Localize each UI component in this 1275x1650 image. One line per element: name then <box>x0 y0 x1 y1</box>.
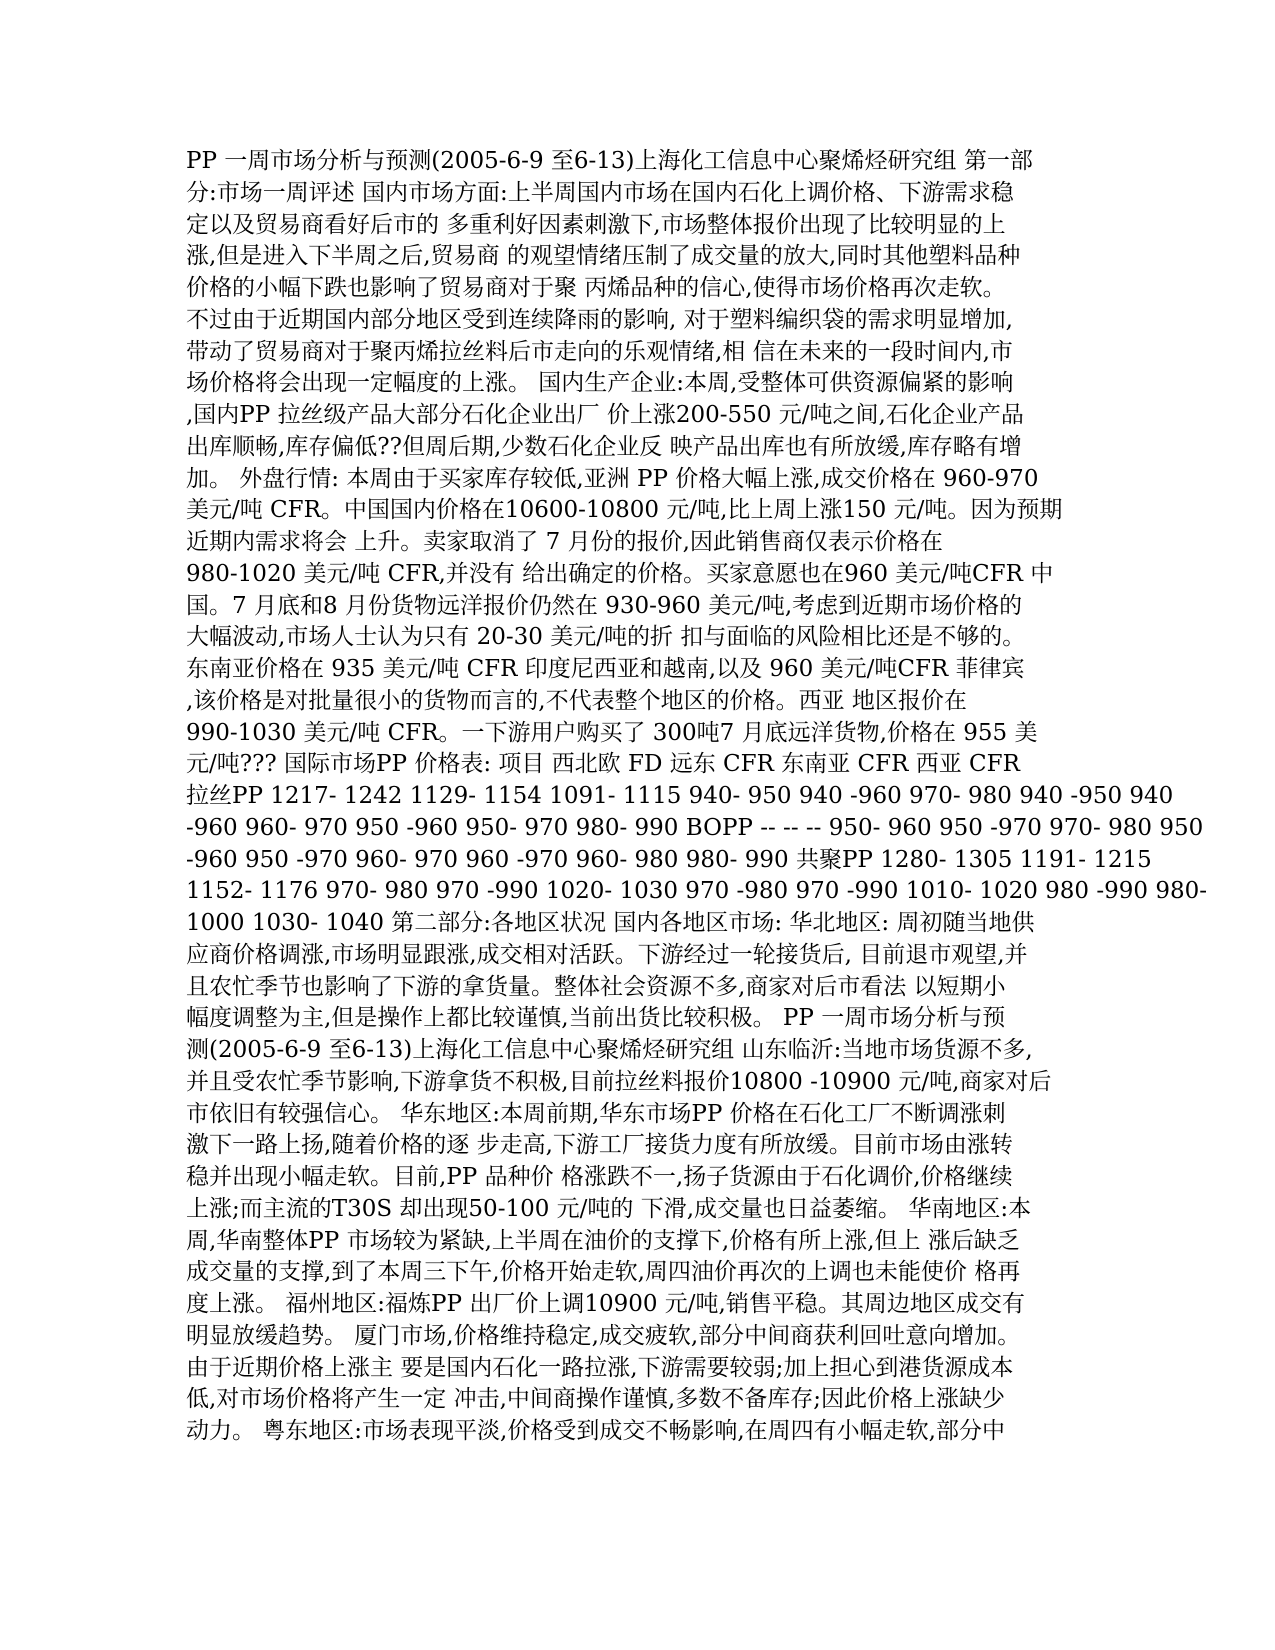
text-line: 价格的小幅下跌也影响了贸易商对于聚 丙烯品种的信心,使得市场价格再次走软。 <box>186 275 1006 301</box>
text-line: 国。7 月底和8 月份货物远洋报价仍然在 930-960 美元/吨,考虑到近期市场价格的 <box>186 592 1023 619</box>
text-line: 东南亚价格在 935 美元/吨 CFR 印度尼西亚和越南,以及 960 美元/吨CFR 菲律宾 <box>186 656 1025 682</box>
text-line: 场价格将会出现一定幅度的上涨。 国内生产企业:本周,受整体可供资源偏紧的影响 <box>186 370 1014 397</box>
body-text <box>186 146 1208 1448</box>
text-line: 市依旧有较强信心。 华东地区:本周前期,华东市场PP 价格在石化工厂不断调涨刺 <box>186 1100 1006 1127</box>
text-line: 测(2005-6-9 至6-13)上海化工信息中心聚烯烃研究组 山东临沂:当地市场货源不多, <box>186 1037 1033 1063</box>
text-line: 大幅波动,市场人士认为只有 20-30 美元/吨的折 扣与面临的风险相比还是不够的。 <box>186 624 1026 651</box>
text-line: PP 一周市场分析与预测(2005-6-9 至6-13)上海化工信息中心聚烯烃研究组 第一部 <box>186 148 1033 174</box>
text-line: 稳并出现小幅走软。目前,PP 品种价 格涨跌不一,扬子货源由于石化调价,价格继续 <box>186 1164 1013 1190</box>
text-line: 1000 1030- 1040 第二部分:各地区状况 国内各地区市场: 华北地区: 周初随当地供 <box>186 910 1035 936</box>
text-line: 不过由于近期国内部分地区受到连续降雨的影响, 对于塑料编织袋的需求明显增加, <box>186 306 1013 333</box>
text-line: 加。 外盘行情: 本周由于买家库存较低,亚洲 PP 价格大幅上涨,成交价格在 960-970 <box>186 465 1039 492</box>
text-line: 成交量的支撑,到了本周三下午,价格开始走软,周四油价再次的上调也未能使价 格再 <box>186 1259 1021 1286</box>
text-line: 1152- 1176 970- 980 970 -990 1020- 1030 970 -980 970 -990 1010- 1020 980 -990 980- <box>186 878 1208 905</box>
text-line: ,该价格是对批量很小的货物而言的,不代表整个地区的价格。西亚 地区报价在 <box>186 687 967 714</box>
text-line: 应商价格调涨,市场明显跟涨,成交相对活跃。下游经过一轮接货后, 目前退市观望,并 <box>186 941 1028 968</box>
text-line: 980-1020 美元/吨 CFR,并没有 给出确定的价格。买家意愿也在960 美元/吨CFR 中 <box>186 560 1054 587</box>
text-line: 拉丝PP 1217- 1242 1129- 1154 1091- 1115 940- 950 940 -960 970- 980 940 -950 940 <box>186 783 1174 809</box>
text-line: 上涨;而主流的T30S 却出现50-100 元/吨的 下滑,成交量也日益萎缩。 华南地区:本 <box>186 1195 1032 1222</box>
text-line: 元/吨??? 国际市场PP 价格表: 项目 西北欧 FD 远东 CFR 东南亚 CFR 西亚 CFR <box>186 751 1020 778</box>
text-line: 明显放缓趋势。 厦门市场,价格维持稳定,成交疲软,部分中间商获利回吐意向增加。 <box>186 1322 1021 1349</box>
text-line: 近期内需求将会 上升。卖家取消了 7 月份的报价,因此销售商仅表示价格在 <box>186 529 943 555</box>
text-line: -960 960- 970 950 -960 950- 970 980- 990 BOPP -- -- -- 950- 960 950 -970 970- 980 950 <box>186 814 1204 841</box>
text-line: -960 950 -970 960- 970 960 -970 960- 980 980- 990 共聚PP 1280- 1305 1191- 1215 <box>186 846 1152 873</box>
text-line: 激下一路上扬,随着价格的逐 步走高,下游工厂接货力度有所放缓。目前市场由涨转 <box>186 1132 1013 1159</box>
text-line: 美元/吨 CFR。中国国内价格在10600-10800 元/吨,比上周上涨150 元/吨。因为预期 <box>186 497 1063 524</box>
text-line: 带动了贸易商对于聚丙烯拉丝料后市走向的乐观情绪,相 信在未来的一段时间内,市 <box>186 338 1013 365</box>
text-line: 定以及贸易商看好后市的 多重利好因素刺激下,市场整体报价出现了比较明显的上 <box>186 211 1006 238</box>
text-line: 动力。 粤东地区:市场表现平淡,价格受到成交不畅影响,在周四有小幅走软,部分中 <box>186 1418 1005 1444</box>
text-line: 分:市场一周评述 国内市场方面:上半周国内市场在国内石化上调价格、下游需求稳 <box>186 179 1014 206</box>
text-line: 且农忙季节也影响了下游的拿货量。整体社会资源不多,商家对后市看法 以短期小 <box>186 973 1006 1000</box>
text-line: 由于近期价格上涨主 要是国内石化一路拉涨,下游需要较弱;加上担心到港货源成本 <box>186 1354 1014 1381</box>
text-line: ,国内PP 拉丝级产品大部分石化企业出厂 价上涨200-550 元/吨之间,石化企业产品 <box>186 402 1024 428</box>
text-line: 涨,但是进入下半周之后,贸易商 的观望情绪压制了成交量的放大,同时其他塑料品种 <box>186 243 1021 270</box>
text-line: 出库顺畅,库存偏低??但周后期,少数石化企业反 映产品出库也有所放缓,库存略有增 <box>186 433 1022 460</box>
text-line: 幅度调整为主,但是操作上都比较谨慎,当前出货比较积极。 PP 一周市场分析与预 <box>186 1005 1006 1032</box>
text-line: 低,对市场价格将产生一定 冲击,中间商操作谨慎,多数不备库存;因此价格上涨缺少 <box>186 1386 1005 1413</box>
text-line: 并且受农忙季节影响,下游拿货不积极,目前拉丝料报价10800 -10900 元/吨,商家对后 <box>186 1068 1052 1095</box>
text-line: 周,华南整体PP 市场较为紧缺,上半周在油价的支撑下,价格有所上涨,但上 涨后缺乏 <box>186 1227 1020 1254</box>
text-line: 度上涨。 福州地区:福炼PP 出厂价上调10900 元/吨,销售平稳。其周边地区成交有 <box>186 1291 1025 1317</box>
text-line: 990-1030 美元/吨 CFR。一下游用户购买了 300吨7 月底远洋货物,价格在 955 美 <box>186 719 1038 746</box>
